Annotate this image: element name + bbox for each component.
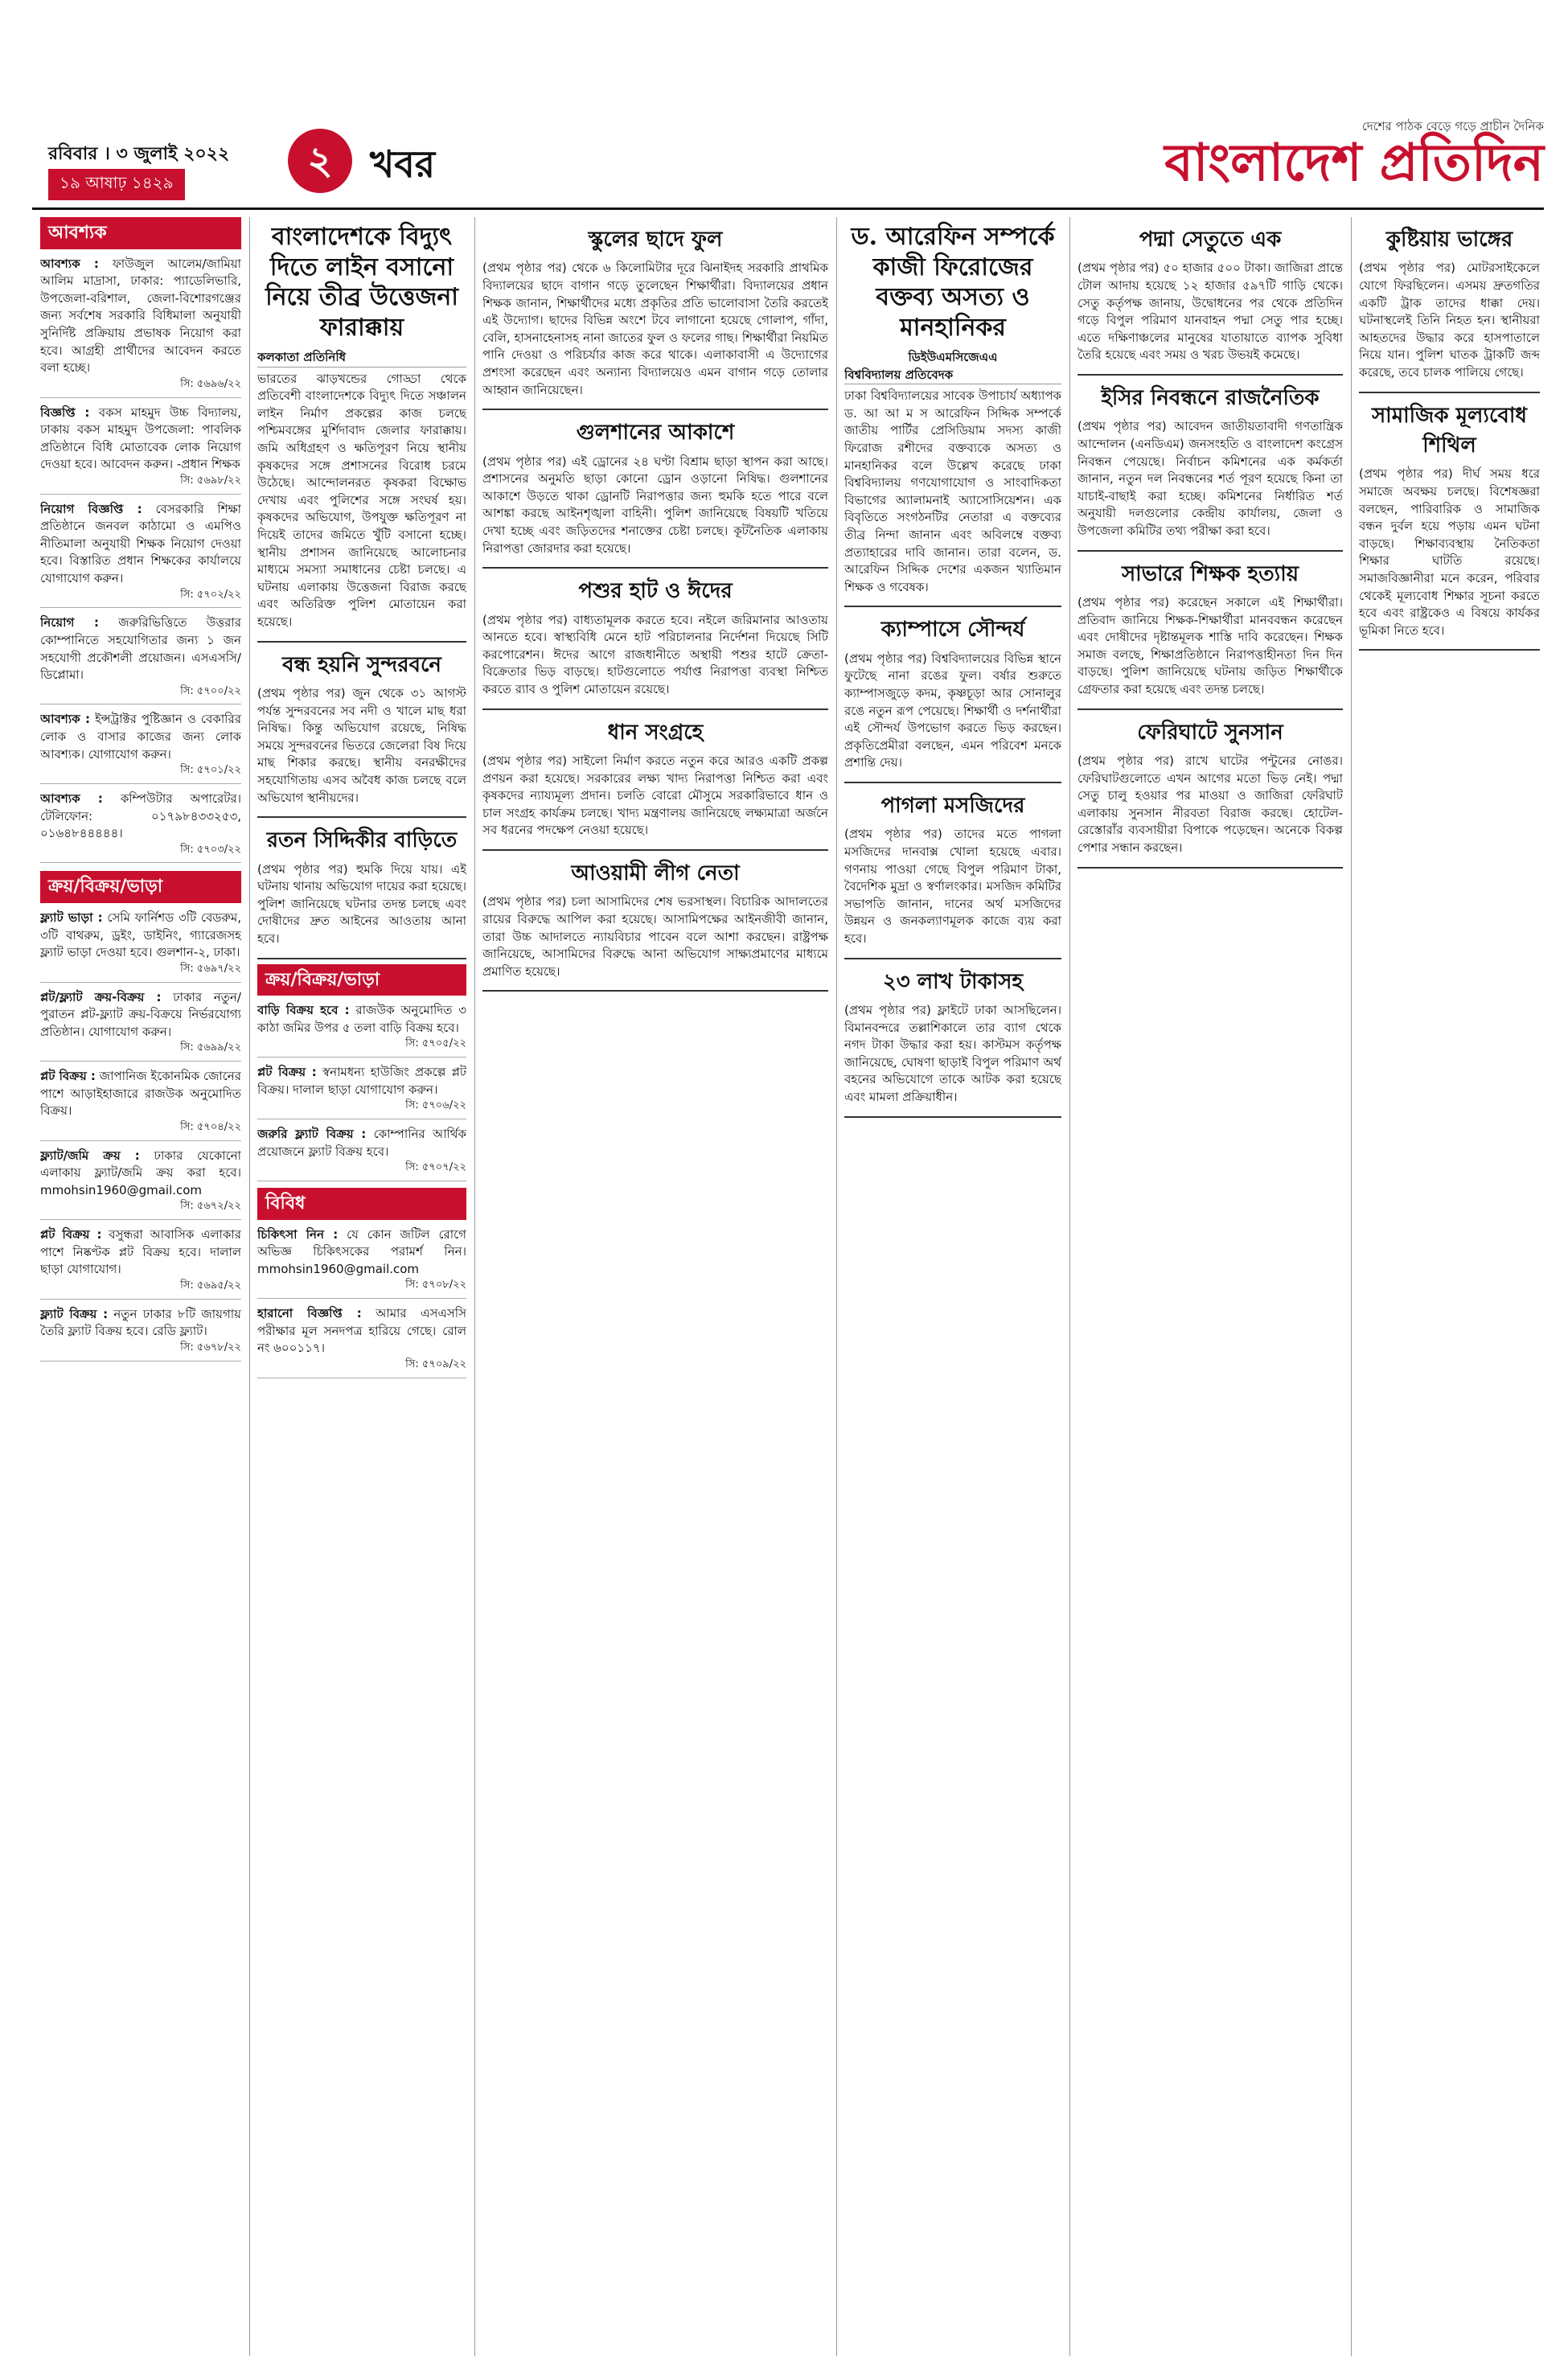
story-campus: [844, 615, 1061, 783]
classified-head: ফ্ল্যাট/জমি ক্রয় :: [40, 1148, 140, 1163]
classified-head: প্লট বিক্রয় :: [40, 1227, 102, 1242]
headline: ফেরিঘাটে সুনসান: [1137, 720, 1283, 745]
classified-head: নিয়োগ বিজ্ঞপ্তি :: [40, 501, 142, 516]
classified-ref: সি: ৫৬৭২/২২: [180, 1200, 241, 1213]
logo-name: বাংলাদেশ প্রতিদিন: [1164, 133, 1544, 193]
column-divider: [1069, 217, 1070, 2356]
headline: রতন সিদ্দিকীর বাড়িতে: [266, 828, 458, 853]
story-body: (প্রথম পৃষ্ঠার পর) বাধ্যতামূলক করতে হবে। নইলে জরিমানার আওতায় আনতে হবে। স্বাস্থ্যবিধি মেনে হাট পরিচালনার নির্দেশনা দিয়েছে সিটি করপোরেশন। ঈদের আগে রাজধানীতে অস্থায়ী পশুর হাটে ক্রেতা-বিক্রেতার ভিড় বাড়ছে। হাটগুলোতে পর্যাপ্ত নিরাপত্তা ব্যবস্থা নিশ্চিত করতে র‍্যাব ও পুলিশ মোতায়েন রয়েছে।: [482, 612, 828, 696]
classified-head: বিজ্ঞপ্তি :: [40, 405, 90, 420]
classified-ref: সি: ৫৭০৬/২২: [405, 1099, 466, 1112]
classified-text: যে কোন জটিল রোগে অভিজ্ঞ চিকিৎসকের পরামর্শ নিন। mmohsin1960@gmail.com: [257, 1226, 466, 1276]
column-4: [844, 217, 1061, 2356]
column-divider: [1351, 217, 1352, 2356]
classifieds3-list: [257, 1002, 466, 1181]
story-ratan: [257, 826, 466, 959]
classified-ad: [40, 791, 241, 864]
classifieds-list: [40, 256, 241, 864]
classified-ad: [257, 1226, 466, 1300]
column-3: [482, 217, 828, 2356]
classified-ad: [40, 1226, 241, 1300]
story-paddy: [482, 718, 828, 851]
story-padma: [1077, 225, 1343, 376]
story-body: (প্রথম পৃষ্ঠার পর) থেকে ৬ কিলোমিটার দূরে ঝিনাইদহ সরকারি প্রাথমিক বিদ্যালয়ের ছাদে বাগান গড়ে তুলেছেন শিক্ষার্থীরা। বিদ্যালয়ের প্রধান শিক্ষক জানান, শিক্ষার্থীদের মধ্যে প্রকৃতির প্রতি ভালোবাসা তৈরি করতেই এই উদ্যোগ। ছাদের বিভিন্ন অংশে টবে লাগানো হয়েছে গোলাপ, গাঁদা, বেলি, হাসনাহেনাসহ নানা জাতের ফুল ও ফলের গাছ। শিক্ষার্থীরা নিয়মিত পানি দেওয়া ও পরিচর্যার কাজ করে থাকে। এলাকাবাসী এ উদ্যোগের প্রশংসা করেছেন এবং অন্যান্য বিদ্যালয়েও এমন বাগান গড়ে তোলার আহ্বান জানিয়েছেন।: [482, 261, 828, 397]
story-body: (প্রথম পৃষ্ঠার পর) বিশ্ববিদ্যালয়ের বিভিন্ন স্থানে ফুটেছে নানা রঙের ফুল। বর্ষার শুরুতে ক্যাম্পাসজুড়ে কদম, কৃষ্ণচূড়া আর সোনালুর রঙে নতুন রূপ পেয়েছে। শিক্ষার্থী ও দর্শনার্থীরা এই সৌন্দর্য উপভোগ করতে ভিড় করছেন। প্রকৃতিপ্রেমীরা বলছেন, এমন পরিবেশ মনকে প্রশান্তি দেয়।: [844, 651, 1061, 770]
classified-text: জরুরিভিত্তিতে উত্তরার কোম্পানিতে সহযোগিতার জন্য ১ জন সহযোগী প্রকৌশলী প্রয়োজন। এসএসসি/ডিপ্লোমা।: [40, 615, 241, 683]
classified-ad: [40, 1148, 241, 1221]
headline: আওয়ামী লীগ নেতা: [571, 861, 740, 885]
story-arefin: [844, 222, 1061, 607]
classified-ref: সি: ৫৭০১/২২: [180, 764, 241, 777]
story-body: (প্রথম পৃষ্ঠার পর) ৫০ হাজার ৫০০ টাকা। জাজিরা প্রান্তে টোল আদায় হয়েছে ১২ হাজার ৫৯৭টি গাড়ি থেকে। সেতু কর্তৃপক্ষ জানায়, উদ্বোধনের পর থেকে প্রতিদিন গড়ে বিপুল পরিমাণ যানবাহন পদ্মা সেতু পার হচ্ছে। এতে দক্ষিণাঞ্চলের মানুষের যাতায়াতে ব্যাপক সুবিধা তৈরি হয়েছে এবং সময় ও খরচ উভয়ই কমেছে।: [1077, 261, 1343, 363]
column-2: [257, 217, 466, 2356]
story-body: (প্রথম পৃষ্ঠার পর) জুন থেকে ৩১ আগস্ট পর্যন্ত সুন্দরবনের সব নদী ও খালে মাছ ধরা নিষিদ্ধ। কিন্তু অভিযোগ রয়েছে, নিষিদ্ধ সময়ে সুন্দরবনের ভিতরে জেলেরা বিষ দিয়ে মাছ শিকার করছে। স্থানীয় বনরক্ষীদের সহযোগিতায় এসব অবৈধ কাজ চলছে বলে অভিযোগ স্থানীয়দের।: [257, 685, 466, 805]
story-ec: [1077, 384, 1343, 552]
classified-head: হারানো বিজ্ঞপ্তি :: [257, 1306, 362, 1321]
classified-ref: সি: ৫৬৭৮/২২: [180, 1341, 241, 1353]
classified-ref: সি: ৫৬৯৬/২২: [180, 377, 241, 390]
column-divider: [836, 217, 837, 2356]
classified-head: আবশ্যক :: [40, 791, 103, 806]
header-bangla-date: ১৯ আষাঢ় ১৪২৯: [48, 169, 185, 200]
classified-ref: সি: ৫৬৯৮/২২: [180, 474, 241, 487]
classified-head: চিকিৎসা নিন :: [257, 1226, 339, 1242]
classifieds3-heading: ক্রয়/বিক্রয়/ভাড়া: [257, 964, 466, 996]
headline: গুলশানের আকাশে: [576, 421, 735, 446]
story-body: (প্রথম পৃষ্ঠার পর) মোটরসাইকেলে যোগে ফিরছিলেন। এসময় দ্রুতগতির একটি ট্রাক তাদের ধাক্কা দেয়। ঘটনাস্থলেই তিনি নিহত হন। স্থানীয়রা আহতদের উদ্ধার করে হাসপাতালে নিয়ে যান। পুলিশ ঘাতক ট্রাকটি জব্দ করেছে, তবে চালক পালিয়ে গেছে।: [1359, 261, 1540, 380]
story-body: (প্রথম পৃষ্ঠার পর) করেছেন সকালে এই শিক্ষার্থীরা। প্রতিবাদ জানিয়ে শিক্ষক-শিক্ষার্থীরা মানববন্ধন করেছেন এবং দোষীদের দৃষ্টান্তমূলক শাস্তি দাবি করেছেন। শিক্ষক সমাজ বলছে, শিক্ষাপ্রতিষ্ঠানে নিরাপত্তাহীনতা দিন দিন বাড়ছে। পুলিশ জানিয়েছে ঘটনায় জড়িত শিক্ষার্থীকে গ্রেফতার করা হয়েছে এবং তদন্ত চলছে।: [1077, 595, 1343, 696]
headline: বাংলাদেশকে বিদ্যুৎ দিতে লাইন বসানো নিয়ে তীব্র উত্তেজনা ফারাক্কায়: [265, 223, 458, 342]
classified-text: স্বনামধন্য হাউজিং প্রকল্পে প্লট বিক্রয়। দালাল ছাড়া যোগাযোগ করুন।: [257, 1065, 466, 1097]
classified-ad: [257, 1002, 466, 1058]
classifieds4-list: [257, 1226, 466, 1378]
story-body: ভারতের ঝাড়খন্ডের গোড্ডা থেকে প্রতিবেশী বাংলাদেশকে বিদ্যুৎ দিতে সঞ্চালন লাইন নির্মাণ প্রকল্পের কাজ চলছে পশ্চিমবঙ্গের মুর্শিদাবাদ জেলার ফারাক্কায়। জমি অধিগ্রহণ ও ক্ষতিপূরণ নিয়ে স্থানীয় কৃষকদের সঙ্গে প্রশাসনের বিরোধ চরমে উঠেছে। আন্দোলনরত কৃষকরা বিক্ষোভ দেখায় এবং পুলিশের সঙ্গে সংঘর্ষ হয়। কৃষকদের অভিযোগ, উপযুক্ত ক্ষতিপূরণ না দিয়েই তাদের জমিতে খুঁটি বসানো হচ্ছে। স্থানীয় প্রশাসন জানিয়েছে আলোচনার মাধ্যমে সমস্যা সমাধানের চেষ্টা চলছে। এ ঘটনায় এলাকায় উত্তেজনা বিরাজ করছে এবং অতিরিক্ত পুলিশ মোতায়েন করা হয়েছে।: [257, 371, 466, 629]
headline: পশুর হাট ও ঈদের: [578, 579, 733, 604]
column-divider: [474, 217, 475, 2356]
headline: সাভারে শিক্ষক হত্যায়: [1121, 561, 1299, 586]
story-body: (প্রথম পৃষ্ঠার পর) তাদের মতে পাগলা মসজিদের দানবাক্স খোলা হয়েছে এবার। গণনায় পাওয়া গেছে বিপুল পরিমাণ টাকা, বৈদেশিক মুদ্রা ও স্বর্ণালংকার। মসজিদ কমিটির সভাপতি জানান, দানের অর্থ মসজিদের উন্নয়ন ও জনকল্যাণমূলক কাজে ব্যয় করা হবে।: [844, 827, 1061, 946]
classified-text: আমার এসএসসি পরীক্ষার মূল সনদপত্র হারিয়ে গেছে। রোল নং ৬০০১১৭।: [257, 1306, 466, 1356]
column-6: [1359, 217, 1540, 2356]
header-rule: [32, 207, 1544, 210]
classified-head: প্লট বিক্রয় :: [40, 1069, 96, 1084]
story-body: (প্রথম পৃষ্ঠার পর) এই ড্রোনের ২৪ ঘণ্টা বিশ্রাম ছাড়া স্থাপন করা আছে। প্রশাসনের অনুমতি ছাড়া কোনো ড্রোন ওড়ানো নিষিদ্ধ। গুলশানের আকাশে উড়তে থাকা ড্রোনটি নিরাপত্তার জন্য হুমকি হতে পারে বলে আশঙ্কা করছে আইনশৃঙ্খলা বাহিনী। পুলিশ জানিয়েছে বিষয়টি খতিয়ে দেখা হচ্ছে এবং জড়িতদের শনাক্তের চেষ্টা চলছে। কূটনৈতিক এলাকায় নিরাপত্তা জোরদার করা হয়েছে।: [482, 454, 828, 556]
headline: ইসির নিবন্ধনে রাজনৈতিক: [1101, 386, 1320, 410]
classifieds2-heading: ক্রয়/বিক্রয়/ভাড়া: [40, 871, 241, 903]
story-school-roof: [482, 225, 828, 410]
classified-ref: সি: ৫৭০৭/২২: [405, 1161, 466, 1174]
classifieds-column: [40, 217, 241, 2356]
classified-ad: [40, 1068, 241, 1141]
page-number: ২: [288, 129, 352, 193]
classified-ref: সি: ৫৬৯৭/২২: [180, 962, 241, 975]
classified-ad: [257, 1305, 466, 1378]
story-social-values: [1359, 401, 1540, 651]
headline: স্কুলের ছাদে ফুল: [588, 228, 723, 252]
story-gulshan: [482, 418, 828, 569]
classified-text: ঢাকার যেকোনো এলাকায় ফ্ল্যাট/জমি ক্রয় করা হবে। mmohsin1960@gmail.com: [40, 1148, 241, 1197]
classifieds-heading: আবশ্যক: [40, 217, 241, 249]
story-pagla-mosque: [844, 791, 1061, 959]
byline: বিশ্ববিদ্যালয় প্রতিবেদক: [844, 367, 1061, 385]
page-header: [32, 113, 1544, 209]
classified-text: সেমি ফার্নিশড ৩টি বেডরুম, ৩টি বাথরুম, ড্রইং, ডাইনিং, গ্যারেজসহ ফ্ল্যাট ভাড়া দেওয়া হবে। গুলশান-২, ঢাকা।: [40, 910, 241, 960]
headline: ২৩ লাখ টাকাসহ: [882, 969, 1024, 994]
headline: ড. আরেফিন সম্পর্কে কাজী ফিরোজের বক্তব্য অসত্য ও মানহানিকর: [851, 223, 1055, 342]
classified-text: নতুন ঢাকার ৮টি জায়গায় তৈরি ফ্ল্যাট বিক্রয় হবে। রেডি ফ্ল্যাট।: [40, 1306, 241, 1339]
story-awami-league: [482, 859, 828, 992]
classified-ref: সি: ৫৭০৩/২২: [180, 843, 241, 856]
classified-text: বেসরকারি শিক্ষা প্রতিষ্ঠানে জনবল কাঠামো ও এমপিও নীতিমালা অনুযায়ী শিক্ষক নিয়োগ দেওয়া হবে। বিস্তারিত প্রধান শিক্ষকের কার্যালয়ে যোগাযোগ করুন।: [40, 501, 241, 586]
classified-ref: সি: ৫৬৯৯/২২: [180, 1041, 241, 1054]
subheadline: ডিইউএমসিজেএএ: [908, 350, 998, 364]
logo-tagline: দেশের পাঠক বেড়ে গড়ে প্রাচীন দৈনিক: [1361, 119, 1544, 133]
classified-text: বকস মাহমুদ উচ্চ বিদ্যালয়, ঢাকায় বকস মাহমুদ উপজেলা: পাবলিক প্রতিষ্ঠানে বিধি মোতাবেক লোক নিয়োগ দেওয়া হবে। আবেদন করুন। -প্রধান শিক্ষক: [40, 405, 241, 472]
story-kushtia: [1359, 225, 1540, 393]
headline: পাগলা মসজিদের: [880, 793, 1025, 818]
classified-ad: [40, 1306, 241, 1362]
story-body: (প্রথম পৃষ্ঠার পর) দীর্ঘ সময় ধরে সমাজে অবক্ষয় চলছে। বিশেষজ্ঞরা বলছেন, পারিবারিক ও সামাজিক বন্ধন দুর্বল হয়ে পড়ায় এমন ঘটনা বাড়ছে। শিক্ষাব্যবস্থায় নৈতিকতা শিক্ষার ঘাটতি রয়েছে। সমাজবিজ্ঞানীরা মনে করেন, পরিবার থেকেই মূল্যবোধ শিক্ষার সূচনা করতে হবে এবং রাষ্ট্রকেও এ বিষয়ে কার্যকর ভূমিকা নিতে হবে।: [1359, 466, 1540, 638]
byline: কলকাতা প্রতিনিধি: [257, 349, 466, 368]
classified-text: বসুন্ধরা আবাসিক এলাকার পাশে নিষ্কণ্টক প্লট বিক্রয় হবে। দালাল ছাড়া যোগাযোগ।: [40, 1227, 241, 1277]
classified-text: কোম্পানির আর্থিক প্রয়োজনে ফ্ল্যাট বিক্রয় হবে।: [257, 1126, 466, 1159]
story-23-lakh: [844, 967, 1061, 1118]
classified-ad: [40, 405, 241, 495]
classified-text: জাপানিজ ইকোনমিক জোনের পাশে আড়াইহাজারে রাজউক অনুমোদিত বিক্রয়।: [40, 1069, 241, 1119]
classified-text: ইন্সট্রাক্টর পুষ্টিজ্ঞান ও বেকারির লোক ও বাসার কাজের জন্য লোক আবশ্যক। যোগাযোগ করুন।: [40, 712, 241, 762]
story-ferry: [1077, 718, 1343, 869]
classifieds2-list: [40, 910, 241, 1361]
classified-ad: [40, 501, 241, 609]
story-electricity: [257, 222, 466, 643]
classified-ref: সি: ৫৭০৮/২২: [405, 1279, 466, 1292]
headline: পদ্মা সেতুতে এক: [1139, 228, 1282, 252]
story-body: (প্রথম পৃষ্ঠার পর) আবেদন জাতীয়তাবাদী গণতান্ত্রিক আন্দোলন (এনডিএম) জনসংহতি ও বাংলাদেশ কংগ্রেস নিবন্ধন পেয়েছে। নির্বাচন কমিশনের এক কর্মকর্তা জানান, নতুন দল নিবন্ধনের শর্ত পূরণ হয়েছে কিনা তা যাচাই-বাছাই করা হচ্ছে। কমিশনের নির্ধারিত শর্ত অনুযায়ী দলগুলোর কেন্দ্রীয় কার্যালয়, জেলা ও উপজেলা কমিটির তথ্য পরীক্ষা করা হবে।: [1077, 419, 1343, 538]
classified-head: প্লট বিক্রয় :: [257, 1065, 317, 1080]
classified-head: ফ্ল্যাট বিক্রয় :: [40, 1306, 109, 1321]
classified-ref: সি: ৫৭০২/২২: [180, 588, 241, 601]
story-body: (প্রথম পৃষ্ঠার পর) ফ্লাইটে ঢাকা আসছিলেন। বিমানবন্দরে তল্লাশিকালে তার ব্যাগ থেকে নগদ টাকা উদ্ধার করা হয়। কাস্টমস কর্তৃপক্ষ জানিয়েছে, ঘোষণা ছাড়াই বিপুল পরিমাণ অর্থ বহনের অভিযোগে তাকে আটক করা হয়েছে এবং মামলা প্রক্রিয়াধীন।: [844, 1002, 1061, 1104]
story-sundarban: [257, 651, 466, 819]
story-cattle-market: [482, 577, 828, 709]
classified-head: জরুরি ফ্ল্যাট বিক্রয় :: [257, 1126, 367, 1141]
classified-ad: [257, 1064, 466, 1119]
headline: ক্যাম্পাসে সৌন্দর্য: [880, 618, 1025, 643]
story-body: (প্রথম পৃষ্ঠার পর) চলা আসামিদের শেষ ভরসাস্থল। বিচারিক আদালতের রায়ের বিরুদ্ধে আপিল করা হয়েছে। আসামিপক্ষের আইনজীবী জানান, তারা উচ্চ আদালতে ন্যায়বিচার পাবেন বলে আশা করছেন। রাষ্ট্রপক্ষ জানিয়েছে, আসামিদের বিরুদ্ধে আনা অভিযোগ সাক্ষ্যপ্রমাণের মাধ্যমে প্রমাণিত হয়েছে।: [482, 894, 828, 979]
classified-text: কম্পিউটার অপারেটর। টেলিফোন: ০১৭৯৮৪৩৩২৫৩, ০১৬৪৮৪৪৪৪৪।: [40, 791, 241, 841]
story-savar: [1077, 560, 1343, 710]
column-divider: [249, 217, 250, 2356]
headline: বন্ধ হয়নি সুন্দরবনে: [282, 652, 441, 677]
headline: কুষ্টিয়ায় ভাঙ্গের: [1385, 228, 1513, 252]
classified-text: রাজউক অনুমোদিত ৩ কাঠা জমির উপর ৫ তলা বাড়ি বিক্রয় হবে।: [257, 1003, 466, 1035]
classified-text: ঢাকার নতুন/পুরাতন প্লট-ফ্ল্যাট ক্রয়-বিক্রয়ে নির্ভরযোগ্য প্রতিষ্ঠান। যোগাযোগ করুন।: [40, 989, 241, 1039]
headline: সামাজিক মূল্যবোধ শিথিল: [1371, 403, 1527, 458]
classified-ref: সি: ৫৭০৫/২২: [405, 1037, 466, 1050]
header-date: রবিবার । ৩ জুলাই ২০২২: [48, 144, 230, 164]
classifieds4-heading: বিবিধ: [257, 1188, 466, 1220]
classified-ad: [40, 989, 241, 1062]
classified-head: আবশ্যক :: [40, 256, 99, 271]
section-title: খবর: [370, 142, 436, 186]
story-body: ঢাকা বিশ্ববিদ্যালয়ের সাবেক উপাচার্য অধ্যাপক ড. আ আ ম স আরেফিন সিদ্দিক সম্পর্কে জাতীয় পার্টির প্রেসিডিয়াম সদস্য কাজী ফিরোজ রশীদের বক্তব্যকে অসত্য ও মানহানিকর বলে উল্লেখ করেছে ঢাকা বিশ্ববিদ্যালয় গণযোগাযোগ ও সাংবাদিকতা বিভাগের অ্যালামনাই অ্যাসোসিয়েশন। এক বিবৃতিতে সংগঠনটির নেতারা এ বক্তব্যের তীব্র নিন্দা জানান এবং অবিলম্বে বক্তব্য প্রত্যাহারের দাবি জানান। তারা বলেন, ড. আরেফিন সিদ্দিক দেশের একজন খ্যাতিমান শিক্ষক ও গবেষক।: [844, 388, 1061, 594]
masthead-logo: [1164, 117, 1544, 193]
classified-head: বাড়ি বিক্রয় হবে :: [257, 1003, 350, 1018]
classified-ad: [257, 1126, 466, 1181]
classified-head: আবশ্যক :: [40, 712, 90, 727]
headline: ধান সংগ্রহে: [607, 720, 704, 745]
column-5: [1077, 217, 1343, 2356]
classified-ad: [40, 711, 241, 784]
classified-head: ফ্ল্যাট ভাড়া :: [40, 910, 103, 926]
classified-ref: সি: ৫৭০০/২২: [180, 684, 241, 697]
classified-ref: সি: ৫৬৯৫/২২: [180, 1279, 241, 1292]
classified-ad: [40, 910, 241, 983]
classified-ref: সি: ৫৭০৯/২২: [405, 1357, 466, 1370]
classified-ad: [40, 614, 241, 704]
classified-head: প্লট/ফ্ল্যাট ক্রয়-বিক্রয় :: [40, 989, 162, 1004]
classified-text: ফাউজুল আলেম/জামিয়া আলিম মাদ্রাসা, ঢাকার: প্যাডেলিভারি, উপজেলা-বরিশাল, জেলা-বিশোরগঞ্জের জন্য সর্বশেষ সরকারি বিধিমালা অনুযায়ী সুনির্দিষ্ট প্রক্রিয়ায় প্রভাষক নিয়োগ করা হবে। আগ্রহী প্রার্থীদের আবেদন করতে বলা হচ্ছে।: [40, 256, 241, 376]
classified-ref: সি: ৫৭০৪/২২: [180, 1120, 241, 1133]
story-body: (প্রথম পৃষ্ঠার পর) রাখে ঘাটের পন্টুনের নোঙর। ফেরিঘাটগুলোতে এখন আগের মতো ভিড় নেই। পদ্মা সেতু চালু হওয়ার পর মাওয়া ও জাজিরা ফেরিঘাট এলাকায় সুনসান নীরবতা বিরাজ করছে। হোটেল-রেস্তোরাঁর ব্যবসায়ীরা বিপাকে পড়েছেন। অনেকে বিকল্প পেশার সন্ধান করছেন।: [1077, 754, 1343, 855]
story-body: (প্রথম পৃষ্ঠার পর) হুমকি দিয়ে যায়। এই ঘটনায় থানায় অভিযোগ দায়ের করা হয়েছে। পুলিশ জানিয়েছে ঘটনার তদন্ত চলছে এবং দোষীদের দ্রুত আইনের আওতায় আনা হবে।: [257, 861, 466, 946]
classified-head: নিয়োগ :: [40, 615, 99, 630]
story-body: (প্রথম পৃষ্ঠার পর) সাইলো নির্মাণ করতে নতুন করে আরও একটি প্রকল্প প্রণয়ন করা হয়েছে। সরকারের লক্ষ্য খাদ্য নিরাপত্তা নিশ্চিত করা এবং কৃষকদের ন্যায্যমূল্য প্রদান। চলতি বোরো মৌসুমে সরকারিভাবে ধান ও চাল সংগ্রহ কার্যক্রম চলছে। খাদ্য মন্ত্রণালয় জানিয়েছে লক্ষ্যমাত্রা অর্জনে সব ধরনের পদক্ষেপ নেওয়া হয়েছে।: [482, 754, 828, 838]
classified-ad: [40, 256, 241, 398]
